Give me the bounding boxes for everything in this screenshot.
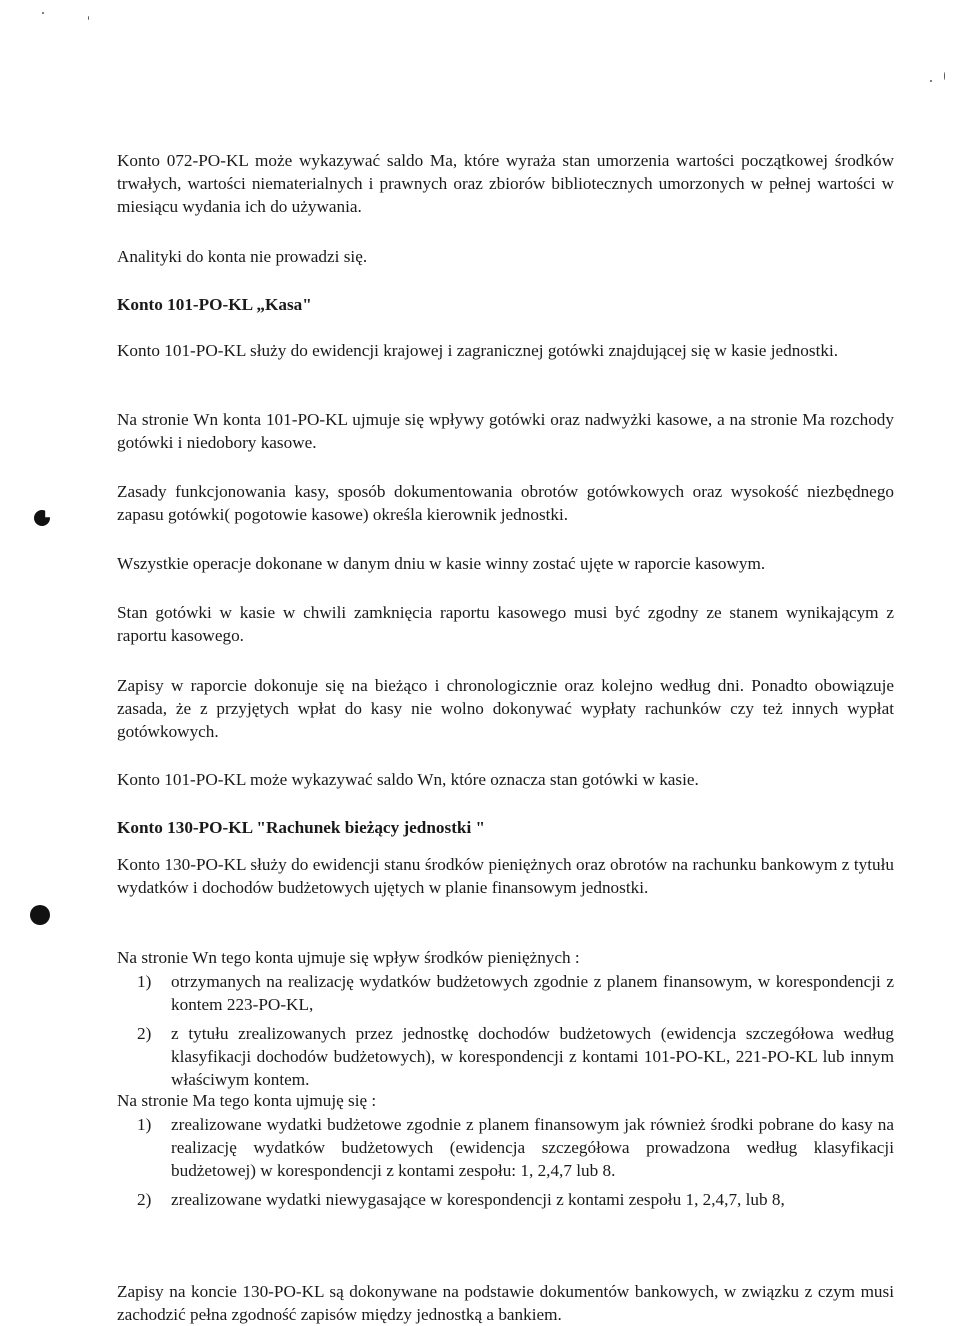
heading-konto-130-rachunek: Konto 130-PO-KL "Rachunek bieżący jednostki " [117,818,486,837]
paragraph-konto-130-zapisy: Zapisy na koncie 130-PO-KL są dokonywane na podstawie dokumentów bankowych, w związku z czym musi zachodzić pełna zgodność zapisów między jednostką a bankiem. [117,1282,894,1324]
list-item-text: otrzymanych na realizację wydatków budżetowych zgodnie z planem finansowym, w korespondencji z kontem 223-PO-KL, [171,972,894,1014]
list-ma [117,1113,894,1217]
paragraph-konto-101-wn-ma: Na stronie Wn konta 101-PO-KL ujmuje się wpływy gotówki oraz nadwyżki kasowe, a na stronie Ma rozchody gotówki i niedobory kasowe. [117,410,894,452]
list-item-number: 2) [137,1024,152,1043]
paragraph-konto-072-saldo: Konto 072-PO-KL może wykazywać saldo Ma, które wyraża stan umorzenia wartości początkowej środków trwałych, wartości niematerialnych i prawnych oraz zbiorów bibliotecznych umorzonych w pełnej wartości w miesiącu wydania ich do używania. [117,151,894,216]
list-wn [117,970,894,1097]
list-item-number: 1) [137,972,152,991]
paragraph-wn-intro: Na stronie Wn tego konta ujmuje się wpływ środków pieniężnych : [117,948,580,967]
list-item-number: 1) [137,1115,152,1134]
list-item-text: zrealizowane wydatki budżetowe zgodnie z planem finansowym jak również środki pobrane do kasy na realizację wydatków budżetowych (ewidencja szczegółowa prowadzona według klasyfikacji budżetowej) w korespondencji z kontami zespołu: 1, 2,4,7 lub 8. [171,1115,894,1180]
paragraph-konto-101-opis: Konto 101-PO-KL służy do ewidencji krajowej i zagranicznej gotówki znajdującej się w kasie jednostki. [117,341,839,360]
list-item-text: z tytułu zrealizowanych przez jednostkę dochodów budżetowych (ewidencja szczegółowa według klasyfikacji dochodów budżetowych), w korespondencji z kontami 101-PO-KL, 221-PO-KL lub innym właściwym kontem. [171,1024,894,1089]
paragraph-zasady-kasy: Zasady funkcjonowania kasy, sposób dokumentowania obrotów gotówkowych oraz wysokość niezbędnego zapasu gotówki( pogotowie kasowe) określa kierownik jednostki. [117,482,894,524]
binder-hole-mark [30,905,50,925]
scan-speck [944,72,945,80]
scan-speck [930,80,932,82]
paragraph-konto-101-saldo: Konto 101-PO-KL może wykazywać saldo Wn, które oznacza stan gotówki w kasie. [117,770,699,789]
scan-speck [88,16,89,20]
binder-hole-mark [34,510,50,526]
paragraph-konto-130-opis: Konto 130-PO-KL służy do ewidencji stanu środków pieniężnych oraz obrotów na rachunku bankowym z tytułu wydatków i dochodów budżetowych ujętych w planie finansowym jednostki. [117,855,894,897]
scan-speck [42,12,44,14]
heading-konto-101-kasa: Konto 101-PO-KL „Kasa" [117,295,312,314]
paragraph-analityki: Analityki do konta nie prowadzi się. [117,247,368,266]
paragraph-operacje-raport: Wszystkie operacje dokonane w danym dniu w kasie winny zostać ujęte w raporcie kasowym. [117,554,766,573]
paragraph-zapisy-raport: Zapisy w raporcie dokonuje się na bieżąco i chronologicznie oraz kolejno według dni. Ponadto obowiązuje zasada, że z przyjętych wpłat do kasy nie wolno dokonywać wypłaty rachunków czy też innych wypłat gotówkowych. [117,676,894,741]
list-item [117,1113,894,1182]
list-item [117,1188,894,1211]
paragraph-ma-intro: Na stronie Ma tego konta ujmuję się : [117,1091,377,1110]
list-item-number: 2) [137,1190,152,1209]
list-item [117,970,894,1016]
list-item-text: zrealizowane wydatki niewygasające w korespondencji z kontami zespołu 1, 2,4,7, lub 8, [171,1190,785,1209]
paragraph-stan-gotowki: Stan gotówki w kasie w chwili zamknięcia raportu kasowego musi być zgodny ze stanem wynikającym z raportu kasowego. [117,603,894,645]
list-item [117,1022,894,1091]
